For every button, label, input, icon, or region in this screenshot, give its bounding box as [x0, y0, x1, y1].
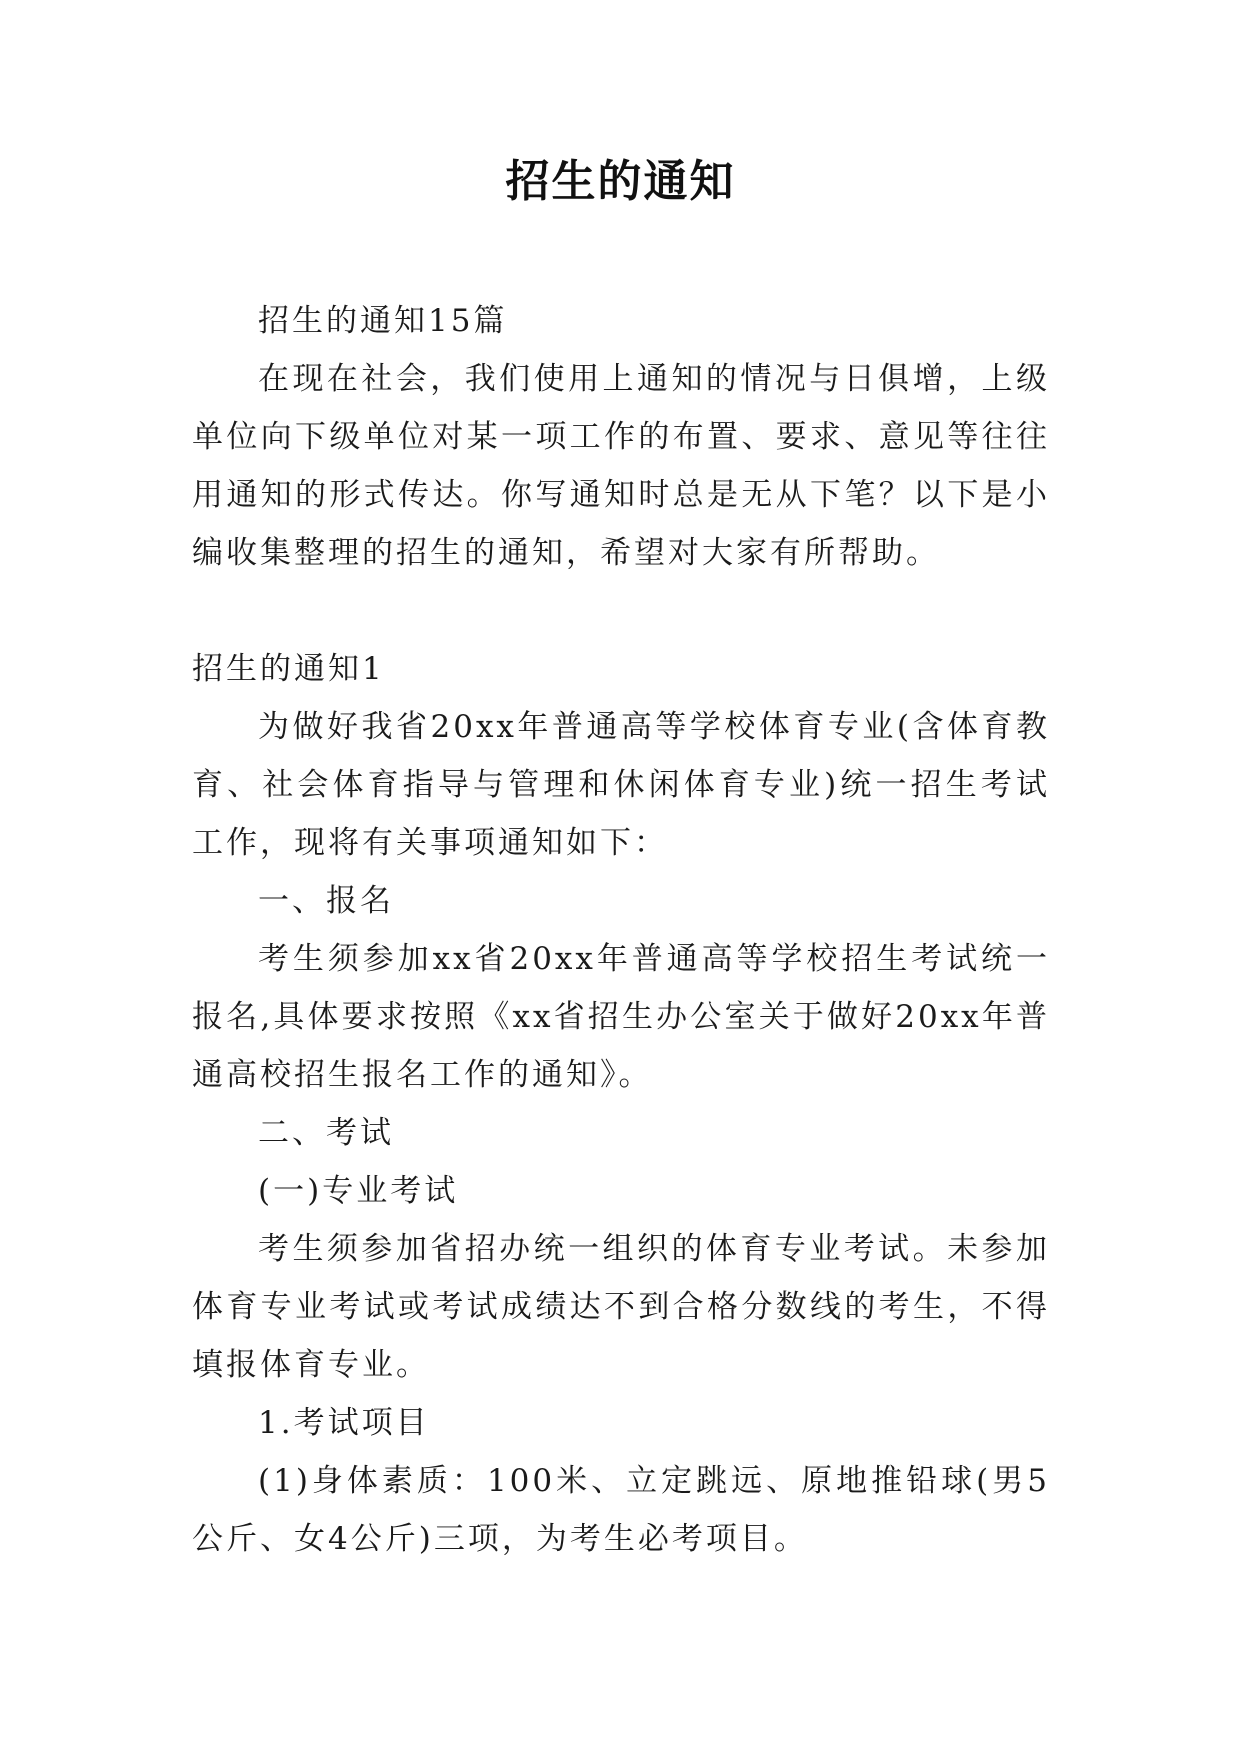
heading-registration: 一、报名: [258, 883, 394, 919]
document-subtitle: 招生的通知15篇: [258, 303, 508, 339]
subheading-exam-items: 1.考试项目: [258, 1405, 430, 1441]
paragraph: 为做好我省20xx年普通高等学校体育专业(含体育教育、社会体育指导与管理和休闲体育专业)统一招生考试工作，现将有关事项通知如下：: [192, 709, 1050, 861]
section-heading: 招生的通知1: [192, 651, 385, 687]
intro-paragraph: 在现在社会，我们使用上通知的情况与日俱增，上级单位向下级单位对某一项工作的布置、要求、意见等往往用通知的形式传达。你写通知时总是无从下笔？以下是小编收集整理的招生的通知，希望对大家有所帮助。: [192, 361, 1050, 571]
paragraph: 考生须参加省招办统一组织的体育专业考试。未参加体育专业考试或考试成绩达不到合格分数线的考生，不得填报体育专业。: [192, 1231, 1050, 1383]
document-body: [192, 292, 1050, 1568]
document-title: 招生的通知: [505, 156, 736, 207]
paragraph: 考生须参加xx省20xx年普通高等学校招生考试统一报名,具体要求按照《xx省招生办公室关于做好20xx年普通高校招生报名工作的通知》。: [192, 941, 1050, 1093]
heading-exam: 二、考试: [258, 1115, 394, 1151]
subheading-professional-exam: (一)专业考试: [258, 1173, 459, 1209]
paragraph: (1)身体素质：100米、立定跳远、原地推铅球(男5公斤、女4公斤)三项，为考生必考项目。: [192, 1463, 1050, 1557]
